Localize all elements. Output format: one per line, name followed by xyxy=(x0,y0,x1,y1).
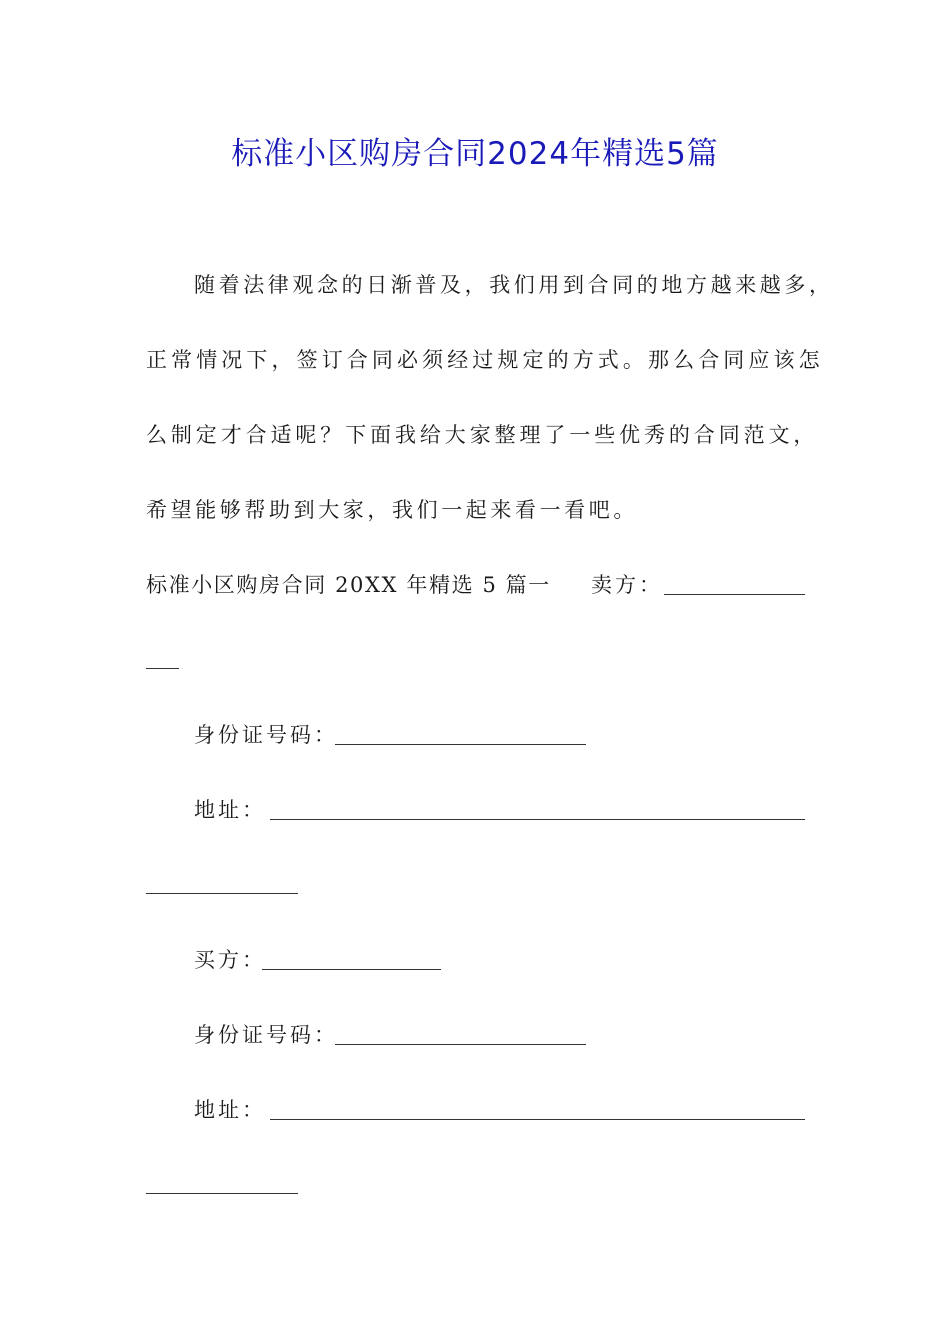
seller-id-label: 身份证号码： xyxy=(194,723,338,747)
seller-name-blank xyxy=(664,594,805,595)
intro-line-2: 正常情况下，签订合同必须经过规定的方式。那么合同应该怎 xyxy=(146,348,824,372)
buyer-name-blank xyxy=(262,969,441,970)
buyer-address-blank xyxy=(270,1119,805,1120)
buyer-label: 买方： xyxy=(194,948,266,972)
buyer-id-blank xyxy=(335,1044,586,1045)
intro-line-1: 随着法律观念的日渐普及，我们用到合同的地方越来越多， xyxy=(194,273,834,297)
buyer-address-label: 地址： xyxy=(194,1098,266,1122)
buyer-address-blank-continued xyxy=(146,1193,298,1194)
seller-name-blank-continued xyxy=(146,668,179,669)
seller-address-blank xyxy=(270,819,805,820)
intro-line-4: 希望能够帮助到大家，我们一起来看一看吧。 xyxy=(146,498,638,522)
intro-line-3: 么制定才合适呢？下面我给大家整理了一些优秀的合同范文， xyxy=(146,423,819,447)
document-title: 标准小区购房合同2024年精选5篇 xyxy=(231,136,719,172)
section-heading: 标准小区购房合同 20XX 年精选 5 篇一 xyxy=(146,573,551,597)
buyer-id-label: 身份证号码： xyxy=(194,1023,338,1047)
seller-id-blank xyxy=(335,744,586,745)
seller-address-blank-continued xyxy=(146,893,298,894)
seller-address-label: 地址： xyxy=(194,798,266,822)
seller-label: 卖方： xyxy=(591,573,663,597)
